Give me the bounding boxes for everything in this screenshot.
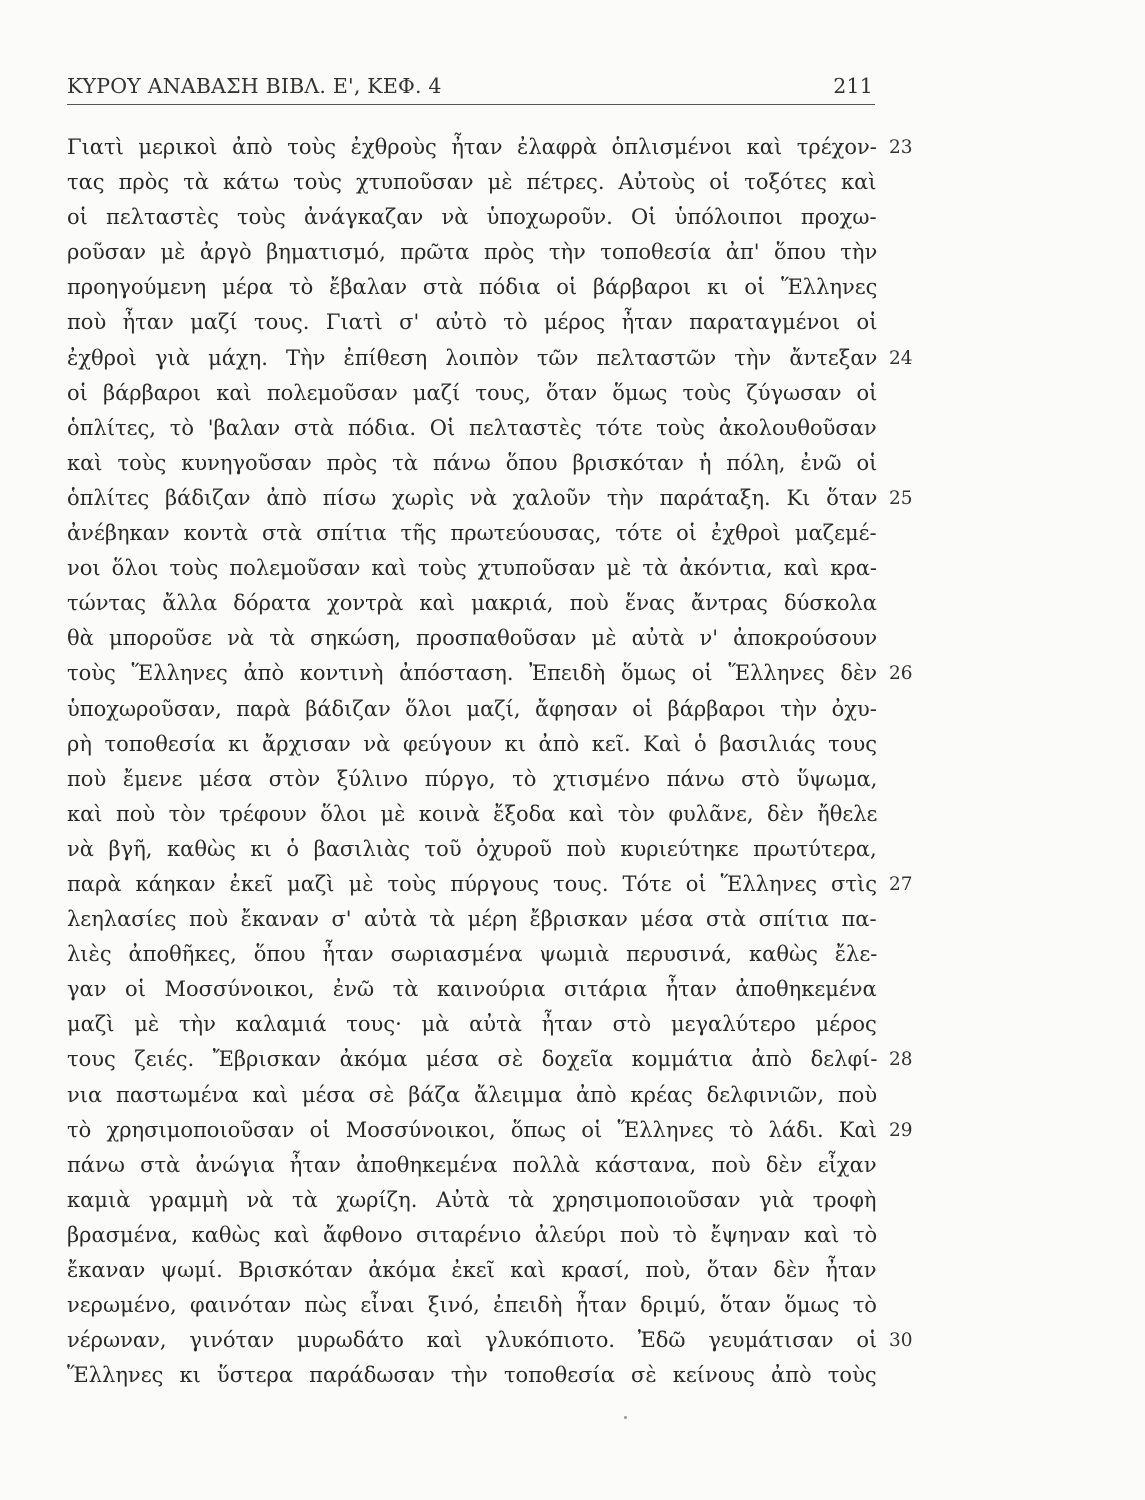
line-text: ὑποχωροῦσαν, παρὰ βάδιζαν ὅλοι μαζί, ἄφησαν οἱ βάρβαροι τὴν ὀχυ-	[67, 696, 877, 721]
text-line	[67, 902, 877, 937]
text-line	[67, 762, 877, 797]
text-line	[67, 972, 877, 1007]
line-text: ποὺ ἦταν μαζί τους. Γιατὶ σ' αὐτὸ τὸ μέρος ἦταν παραταγμένοι οἱ	[67, 310, 878, 335]
text-line	[67, 235, 877, 270]
line-text: καὶ ποὺ τὸν τρέφουν ὅλοι μὲ κοινὰ ἔξοδα καὶ τὸν φυλᾶνε, δὲν ἤθελε	[67, 801, 878, 826]
section-number: 25	[889, 487, 913, 509]
section-number: 28	[889, 1049, 913, 1071]
body-text	[67, 130, 913, 1393]
line-text: λεηλασίες ποὺ ἔκαναν σ' αὐτὰ τὰ μέρη ἔβρισκαν μέσα στὰ σπίτια πα-	[67, 907, 877, 932]
text-line	[67, 200, 877, 235]
header-rule	[67, 104, 875, 105]
line-text: τας πρὸς τὰ κάτω τοὺς χτυποῦσαν μὲ πέτρες. Αὐτοὺς οἱ τοξότες καὶ	[67, 170, 877, 195]
text-line	[67, 305, 877, 340]
line-text: τοὺς Ἕλληνες ἀπὸ κοντινὴ ἀπόσταση. Ἐπειδὴ ὅμως οἱ Ἕλληνες δὲν	[67, 661, 878, 686]
section-number: 23	[889, 137, 913, 158]
text-line	[67, 1288, 877, 1323]
text-line	[67, 867, 913, 902]
line-text: καμιὰ γραμμὴ νὰ τὰ χωρίζη. Αὐτὰ τὰ χρησιμοποιοῦσαν γιὰ τροφὴ	[67, 1187, 877, 1212]
text-line	[67, 586, 877, 621]
page-number: 211	[833, 74, 873, 98]
line-text: νέρωναν, γινόταν μυρωδάτο καὶ γλυκόπιοτο. Ἐδῶ γευμάτισαν οἱ	[67, 1328, 878, 1353]
line-text: τὸ χρησιμοποιοῦσαν οἱ Μοσσύνοικοι, ὅπως οἱ Ἕλληνες τὸ λάδι. Καὶ	[67, 1117, 877, 1142]
line-text: Ἕλληνες κι ὕστερα παράδωσαν τὴν τοποθεσία σὲ κείνους ἀπὸ τοὺς	[67, 1363, 877, 1388]
line-text: νὰ βγῆ, καθὼς κι ὁ βασιλιὰς τοῦ ὀχυροῦ ποὺ κυριεύτηκε πρωτύτερα,	[67, 836, 877, 861]
line-text: μαζὶ μὲ τὴν καλαμιά τους· μὰ αὐτὰ ἦταν στὸ μεγαλύτερο μέρος	[67, 1012, 877, 1037]
running-head	[67, 74, 875, 104]
line-text: γαν οἱ Μοσσύνοικοι, ἐνῶ τὰ καινούρια σιτάρια ἦταν ἀποθηκεμένα	[67, 977, 877, 1002]
text-line	[67, 446, 877, 481]
line-text: ὁπλίτες βάδιζαν ἀπὸ πίσω χωρὶς νὰ χαλοῦν τὴν παράταξη. Κι ὅταν	[67, 485, 878, 510]
line-text: θὰ μποροῦσε νὰ τὰ σηκώση, προσπαθοῦσαν μὲ αὐτὰ ν' ἀποκρούσουν	[67, 626, 878, 651]
line-text: νια παστωμένα καὶ μέσα σὲ βάζα ἄλειμμα ἀπὸ κρέας δελφινιῶν, ποὺ	[67, 1082, 878, 1107]
line-text: τώντας ἄλλα δόρατα χοντρὰ καὶ μακριά, ποὺ ἕνας ἄντρας δύσκολα	[67, 591, 877, 616]
text-line	[67, 1253, 877, 1288]
text-line	[67, 727, 877, 762]
line-text: ἀνέβηκαν κοντὰ στὰ σπίτια τῆς πρωτεύουσας, τότε οἱ ἐχθροὶ μαζεμέ-	[67, 521, 877, 546]
text-line	[67, 1323, 913, 1358]
line-text: νερωμένο, φαινόταν πὼς εἶναι ξινό, ἐπειδὴ ἦταν δριμύ, ὅταν ὅμως τὸ	[67, 1293, 877, 1318]
text-line	[67, 797, 877, 832]
text-line	[67, 376, 877, 411]
text-line	[67, 1113, 913, 1148]
line-text: βρασμένα, καθὼς καὶ ἄφθονο σιταρένιο ἀλεύρι ποὺ τὸ ἔψηναν καὶ τὸ	[67, 1222, 878, 1247]
line-text: λιὲς ἀποθῆκες, ὅπου ἦταν σωριασμένα ψωμιὰ περυσινά, καθὼς ἔλε-	[67, 942, 878, 967]
line-text: ρὴ τοποθεσία κι ἄρχισαν νὰ φεύγουν κι ἀπὸ κεῖ. Καὶ ὁ βασιλιάς τους	[67, 731, 877, 756]
text-line	[67, 1148, 877, 1183]
text-line	[67, 937, 877, 972]
line-text: ἔκαναν ψωμί. Βρισκόταν ἀκόμα ἐκεῖ καὶ κρασί, ποὺ, ὅταν δὲν ἦταν	[67, 1258, 877, 1282]
section-number: 30	[889, 1330, 913, 1352]
text-line	[67, 656, 913, 691]
section-number: 24	[889, 347, 913, 369]
line-text: παρὰ κάηκαν ἐκεῖ μαζὶ μὲ τοὺς πύργους τους. Τότε οἱ Ἕλληνες στὶς	[67, 871, 877, 896]
print-speck	[624, 1416, 627, 1419]
line-text: ροῦσαν μὲ ἀργὸ βηματισμό, πρῶτα πρὸς τὴν τοποθεσία ἀπ' ὅπου τὴν	[67, 240, 878, 265]
line-text: οἱ πελταστὲς τοὺς ἀνάγκαζαν νὰ ὑποχωροῦν. Οἱ ὑπόλοιποι προχω-	[67, 205, 877, 230]
line-text: προηγούμενη μέρα τὸ ἔβαλαν στὰ πόδια οἱ βάρβαροι κι οἱ Ἕλληνες	[67, 275, 878, 300]
text-line	[67, 551, 877, 586]
text-line	[67, 481, 913, 516]
section-number: 27	[889, 873, 913, 895]
text-line	[67, 692, 877, 727]
line-text: ὁπλίτες, τὸ 'βαλαν στὰ πόδια. Οἱ πελταστὲς τότε τοὺς ἀκολουθοῦσαν	[67, 415, 877, 440]
line-text: Γιατὶ μερικοὶ ἀπὸ τοὺς ἐχθροὺς ἦταν ἐλαφρὰ ὁπλισμένοι καὶ τρέχον-	[67, 135, 877, 159]
text-line	[67, 1183, 877, 1218]
text-line	[67, 1078, 877, 1113]
running-head-title: ΚΥΡΟΥ ΑΝΑΒΑΣΗ ΒΙΒΛ. Ε', ΚΕΦ. 4	[67, 74, 442, 98]
text-line	[67, 1042, 913, 1077]
line-text: νοι ὅλοι τοὺς πολεμοῦσαν καὶ τοὺς χτυποῦσαν μὲ τὰ ἀκόντια, καὶ κρα-	[67, 556, 878, 581]
section-number: 29	[889, 1119, 913, 1141]
text-line	[67, 516, 877, 551]
line-text: καὶ τοὺς κυνηγοῦσαν πρὸς τὰ πάνω ὅπου βρισκόταν ἡ πόλη, ἐνῶ οἱ	[67, 450, 878, 475]
line-text: ποὺ ἔμενε μέσα στὸν ξύλινο πύργο, τὸ χτισμένο πάνω στὸ ὕψωμα,	[67, 766, 878, 791]
text-line	[67, 130, 913, 165]
text-line	[67, 1358, 877, 1393]
text-line	[67, 832, 877, 867]
text-line	[67, 1007, 877, 1042]
line-text: οἱ βάρβαροι καὶ πολεμοῦσαν μαζί τους, ὅταν ὅμως τοὺς ζύγωσαν οἱ	[67, 380, 878, 405]
section-number: 26	[889, 663, 913, 685]
text-line	[67, 165, 877, 200]
text-line	[67, 1218, 877, 1253]
line-text: τους ζειές. Ἔβρισκαν ἀκόμα μέσα σὲ δοχεῖα κομμάτια ἀπὸ δελφί-	[67, 1047, 878, 1072]
line-text: πάνω στὰ ἀνώγια ἦταν ἀποθηκεμένα πολλὰ κάστανα, ποὺ δὲν εἶχαν	[67, 1152, 877, 1177]
line-text: ἐχθροὶ γιὰ μάχη. Τὴν ἐπίθεση λοιπὸν τῶν πελταστῶν τὴν ἄντεξαν	[67, 345, 878, 370]
text-line	[67, 270, 877, 305]
text-line	[67, 341, 913, 376]
text-line	[67, 621, 877, 656]
text-line	[67, 411, 877, 446]
